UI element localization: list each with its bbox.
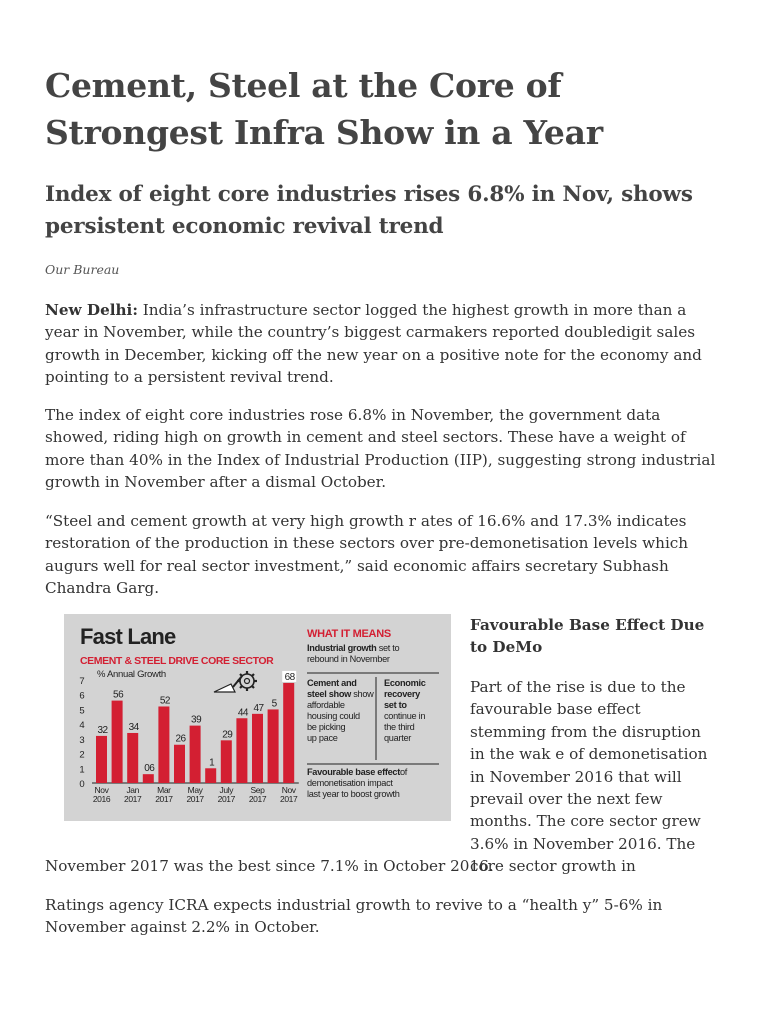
- graphic-unit-label: % Annual Growth: [97, 669, 166, 680]
- right-line-2: recovery: [384, 689, 420, 699]
- x-tick-year: 2017: [217, 794, 235, 804]
- bar-value-label: 52: [159, 695, 170, 707]
- right-line-3: set to: [384, 700, 407, 710]
- bar-value-label: 56: [113, 689, 124, 701]
- left-line-2: steel show: [307, 689, 351, 699]
- y-tick-label: 3: [79, 734, 85, 746]
- bar-value-label: 47: [253, 702, 264, 714]
- what-item-3-c: last year to boost growth: [307, 789, 400, 799]
- x-tick-month: May: [187, 785, 203, 795]
- bar-value-label: 68: [284, 671, 295, 683]
- bar: [112, 701, 123, 783]
- bar: [96, 736, 107, 783]
- left-line-6: up pace: [307, 733, 338, 743]
- x-tick-year: 2017: [124, 794, 142, 804]
- y-tick-label: 7: [79, 676, 85, 687]
- y-tick-label: 0: [79, 779, 85, 790]
- paragraph-2: The index of eight core industries rose 6.8% in November, the government data showed, riding high on growth in cement and steel sectors. These have a weight of more than 40% in the Index of Industrial Production (IIP), suggesting strong industrial growth in November after a dismal October.: [45, 406, 716, 492]
- trowel-icon: [214, 676, 242, 692]
- paragraph-5: Ratings agency ICRA expects industrial growth to revive to a “health y” 5-6% in November against 2.2% in October.: [45, 896, 663, 937]
- what-it-means-heading: WHAT IT MEANS: [307, 628, 391, 640]
- bar-value-label: 32: [97, 724, 108, 736]
- gear-icon: [237, 671, 257, 691]
- left-line-4: housing could: [307, 711, 360, 721]
- bar-value-label: 5: [271, 698, 277, 710]
- x-tick-year: 2016: [92, 794, 111, 804]
- bar: [268, 709, 279, 783]
- graphic-title: Fast Lane: [80, 624, 176, 649]
- bar-value-label: 26: [175, 733, 186, 745]
- left-line-3: affordable: [307, 700, 345, 710]
- bar-value-label: 39: [191, 714, 202, 726]
- paragraph-4-continued: November 2017 was the best since 7.1% in October 2016.: [45, 857, 494, 875]
- bar: [252, 714, 263, 783]
- paragraph-1: [45, 299, 721, 389]
- x-tick-month: Mar: [157, 785, 171, 795]
- bar: [190, 726, 201, 783]
- right-line-1: Economic: [384, 678, 426, 688]
- right-line-4: continue in: [384, 711, 426, 721]
- infographic: [64, 614, 451, 821]
- y-tick-label: 6: [79, 690, 85, 702]
- bar: [283, 683, 294, 783]
- bar: [205, 768, 216, 783]
- x-tick-month: Jan: [126, 785, 139, 795]
- y-tick-label: 1: [79, 764, 85, 776]
- left-line-1: Cement and: [307, 678, 357, 688]
- what-item-1-bold: Industrial growth: [307, 643, 377, 653]
- y-tick-label: 2: [79, 749, 85, 761]
- what-item-1-a: set to: [378, 643, 400, 653]
- bar-value-label: 06: [144, 763, 155, 775]
- what-item-1: [307, 643, 399, 665]
- right-line-5: the third: [384, 722, 415, 732]
- x-tick-month: Nov: [94, 785, 109, 795]
- x-tick-year: 2017: [280, 794, 298, 804]
- x-tick-year: 2017: [186, 794, 204, 804]
- dateline: New Delhi:: [45, 301, 138, 319]
- what-item-1-b: rebound in November: [307, 654, 390, 664]
- bar: [127, 733, 138, 783]
- what-item-3: [307, 767, 407, 800]
- bar-value-label: 34: [128, 721, 139, 733]
- what-right-column: [384, 678, 426, 744]
- bar: [158, 706, 169, 783]
- byline: Our Bureau: [45, 262, 120, 277]
- bar: [174, 745, 185, 783]
- what-item-3-b: demonetisation impact: [307, 778, 393, 788]
- paragraph-3: “Steel and cement growth at very high growth r ates of 16.6% and 17.3% indicates restoration of the production in these sectors over pre-demonetisation levels which augurs well for real sector investment,” said economic affairs secretary Subhash Chandra Garg.: [45, 512, 689, 598]
- x-tick-month: July: [219, 785, 234, 795]
- y-tick-label: 4: [79, 720, 85, 732]
- bar: [221, 740, 232, 783]
- what-item-3-bold: Favourable base effect: [307, 767, 400, 777]
- bar: [236, 718, 247, 783]
- x-tick-year: 2017: [248, 794, 267, 804]
- bar: [143, 774, 154, 783]
- left-line-2b: show: [350, 689, 374, 699]
- subheadline: Index of eight core industries rises 6.8% in Nov, shows persistent economic revival trend: [45, 182, 693, 239]
- graphic-subtitle: CEMENT & STEEL DRIVE CORE SECTOR: [80, 655, 274, 667]
- x-tick-month: Sep: [250, 785, 265, 795]
- what-left-column: [307, 678, 374, 744]
- right-line-6: quarter: [384, 733, 412, 743]
- x-tick-month: Nov: [281, 785, 296, 795]
- side-paragraph: Part of the rise is due to the favourable base effect stemming from the disruption in the wak e of demonetisation in November 2016 that will prevail over the next few months. The core sector grew 3.6% in November 2016. The core sector growth in: [470, 678, 708, 876]
- x-tick-year: 2017: [155, 794, 173, 804]
- paragraph-1-text: India’s infrastructure sector logged the highest growth in more than a year in November, while the country’s biggest carmakers reported doubledigit sales growth in December, kicking off the new year on a positive note for the economy and pointing to a persistent revival trend.: [45, 301, 702, 387]
- bar-value-label: 1: [209, 757, 215, 769]
- side-heading: Favourable Base Effect Due to DeMo: [470, 616, 705, 657]
- y-tick-label: 5: [79, 705, 85, 717]
- what-item-3-a: of: [399, 767, 408, 777]
- headline: Cement, Steel at the Core of Strongest Infra Show in a Year: [45, 66, 603, 152]
- left-line-5: be picking: [307, 722, 346, 732]
- bar-value-label: 29: [222, 729, 233, 741]
- bar-value-label: 44: [237, 707, 248, 719]
